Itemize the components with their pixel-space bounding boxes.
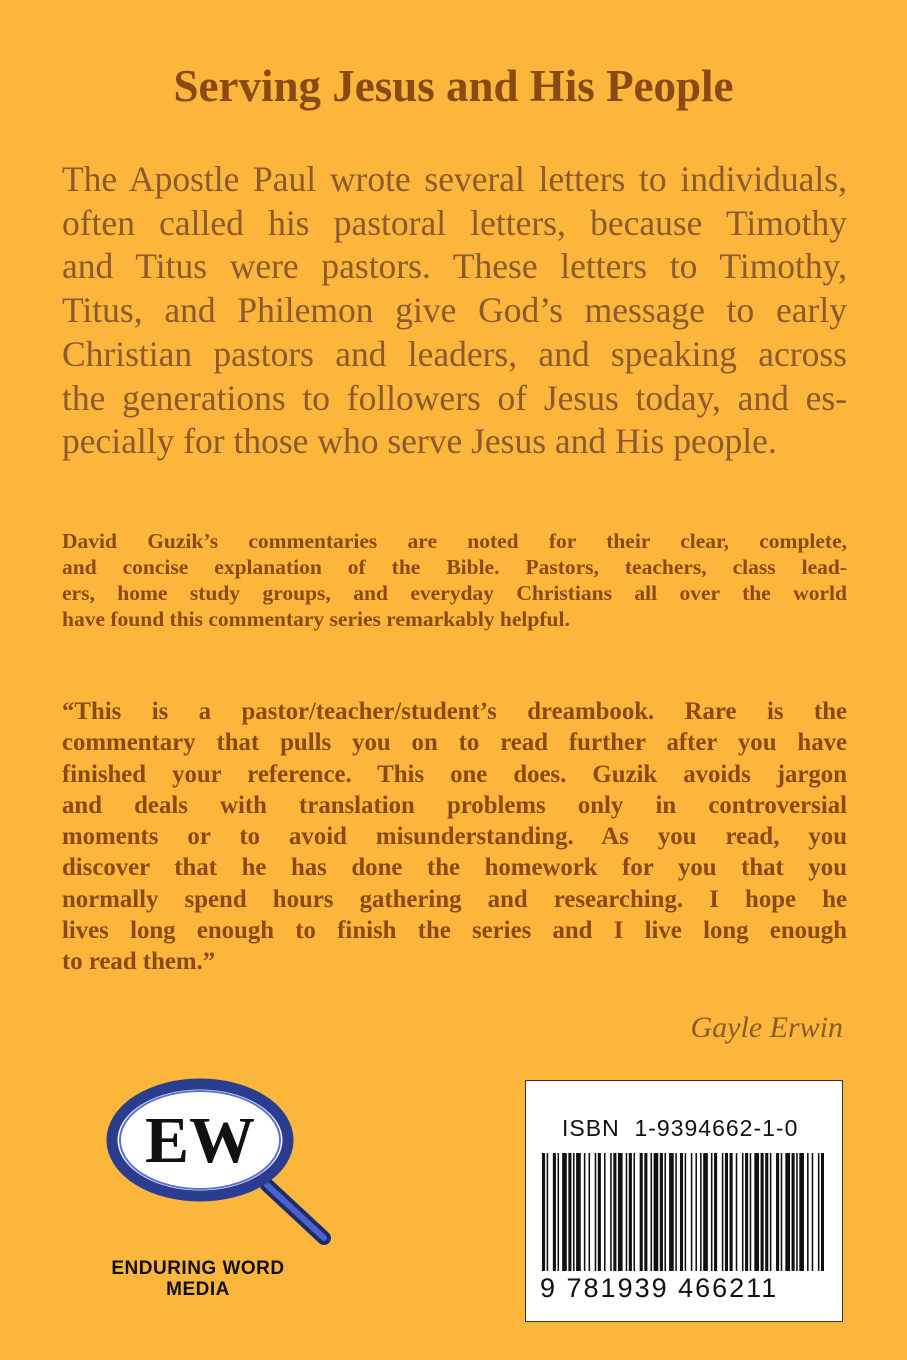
barcode-bar: [568, 1153, 571, 1271]
intro-line: The Apostle Paul wrote several letters to individuals,: [62, 159, 847, 199]
barcode-bar: [750, 1153, 752, 1271]
barcode-bar: [629, 1153, 632, 1271]
barcode-bar: [654, 1153, 659, 1271]
barcode-bar: [573, 1153, 575, 1271]
barcode-bars: [542, 1153, 824, 1285]
barcode-bar: [542, 1153, 545, 1285]
barcode-bar: [644, 1153, 647, 1271]
barcode-bar: [770, 1153, 772, 1271]
barcode-bar: [664, 1153, 666, 1271]
barcode-bar: [799, 1153, 804, 1271]
barcode-bar: [714, 1153, 717, 1271]
intro-line: Christian pastors and leaders, and speaking across: [62, 333, 847, 374]
barcode-bar: [598, 1153, 601, 1271]
intro-line: pecially for those who serve Jesus and His people.: [62, 421, 777, 462]
barcode-bar: [745, 1153, 748, 1271]
quote-line: moments or to avoid misunderstanding. As you read, you: [62, 823, 847, 851]
barcode-bar: [553, 1153, 556, 1271]
barcode-bar: [691, 1153, 693, 1271]
barcode-bar: [765, 1153, 768, 1271]
barcode-bar: [584, 1153, 586, 1271]
page-title: Serving Jesus and His People: [173, 61, 734, 111]
barcode-bar: [796, 1153, 798, 1271]
barcode-bar: [675, 1153, 677, 1271]
barcode-bar: [640, 1153, 643, 1271]
barcode-bar: [818, 1153, 820, 1271]
barcode-bar: [626, 1153, 628, 1271]
quote-line: and deals with translation problems only in controversial: [62, 791, 847, 819]
barcode-bar: [742, 1153, 744, 1271]
description-paragraph: [62, 528, 847, 632]
endorsement-quote: [62, 696, 847, 978]
quote-attribution: Gayle Erwin: [690, 1011, 843, 1044]
intro-line: and Titus were pastors. These letters to Timothy,: [62, 246, 847, 287]
barcode-bar: [651, 1153, 653, 1271]
barcode-bar: [736, 1153, 738, 1271]
intro-paragraph: [62, 158, 847, 464]
description-line: have found this commentary series remarkably helpful.: [62, 607, 570, 631]
barcode-bar: [576, 1153, 581, 1271]
barcode-bar: [633, 1153, 635, 1271]
barcode-bar: [613, 1153, 616, 1271]
barcode-bar: [680, 1153, 683, 1271]
barcode-bar: [761, 1153, 764, 1285]
description-line: and concise explanation of the Bible. Pastors, teachers, class lead-: [62, 555, 847, 579]
intro-line: Titus, and Philemon give God’s message to early: [62, 290, 847, 331]
barcode-bar: [669, 1153, 674, 1271]
barcode-bar: [703, 1153, 708, 1271]
description-line: ers, home study groups, and everyday Christians all over the world: [62, 581, 847, 605]
barcode-bar: [711, 1153, 713, 1271]
barcode-bar: [685, 1153, 687, 1271]
quote-line: discover that he has done the homework for you that you: [62, 854, 847, 882]
publisher-name: [92, 1258, 304, 1300]
barcode-bar: [730, 1153, 733, 1271]
barcode-bar: [547, 1153, 549, 1285]
barcode-bar: [776, 1153, 779, 1271]
barcode-bar: [660, 1153, 663, 1271]
barcode-bar: [781, 1153, 783, 1271]
quote-line: normally spend hours gathering and researching. I hope he: [62, 885, 847, 913]
barcode-bar: [700, 1153, 702, 1271]
quote-line: to read them.”: [62, 948, 216, 976]
publisher-name-line1: ENDURING WORD: [111, 1258, 285, 1279]
isbn-label: ISBN 1-9394662-1-0: [562, 1115, 799, 1141]
barcode-bar: [807, 1153, 809, 1271]
barcode-bar: [722, 1153, 724, 1271]
barcode-bar: [812, 1153, 814, 1271]
publisher-name-line2: MEDIA: [166, 1279, 230, 1300]
barcode-bar: [821, 1153, 824, 1285]
quote-line: lives long enough to finish the series and I live long enough: [62, 917, 847, 945]
description-line: David Guzik’s commentaries are noted for their clear, complete,: [62, 529, 847, 553]
barcode-bar: [610, 1153, 612, 1271]
barcode-bar: [725, 1153, 728, 1271]
barcode-bar: [558, 1153, 560, 1271]
barcode-bar: [618, 1153, 623, 1271]
quote-line: “This is a pastor/teacher/student’s dreambook. Rare is the: [62, 698, 847, 725]
quote-line: commentary that pulls you on to read further after you have: [62, 729, 847, 757]
barcode-bar: [785, 1153, 790, 1271]
barcode-bar: [754, 1153, 759, 1271]
quote-line: finished your reference. This one does. Guzik avoids jargon: [62, 760, 847, 788]
barcode-bar: [589, 1153, 591, 1271]
intro-line: the generations to followers of Jesus today, and es-: [62, 377, 847, 418]
intro-line: often called his pastoral letters, because Timothy: [62, 202, 847, 243]
barcode-number: 9 781939 466211: [540, 1271, 830, 1305]
barcode-bar: [695, 1153, 697, 1271]
barcode-bar: [562, 1153, 567, 1271]
barcode-bar: [595, 1153, 597, 1271]
barcode-bar: [792, 1153, 795, 1271]
isbn-barcode: [525, 1080, 843, 1322]
logo-monogram: EW: [144, 1104, 256, 1177]
barcode-bar: [604, 1153, 606, 1271]
